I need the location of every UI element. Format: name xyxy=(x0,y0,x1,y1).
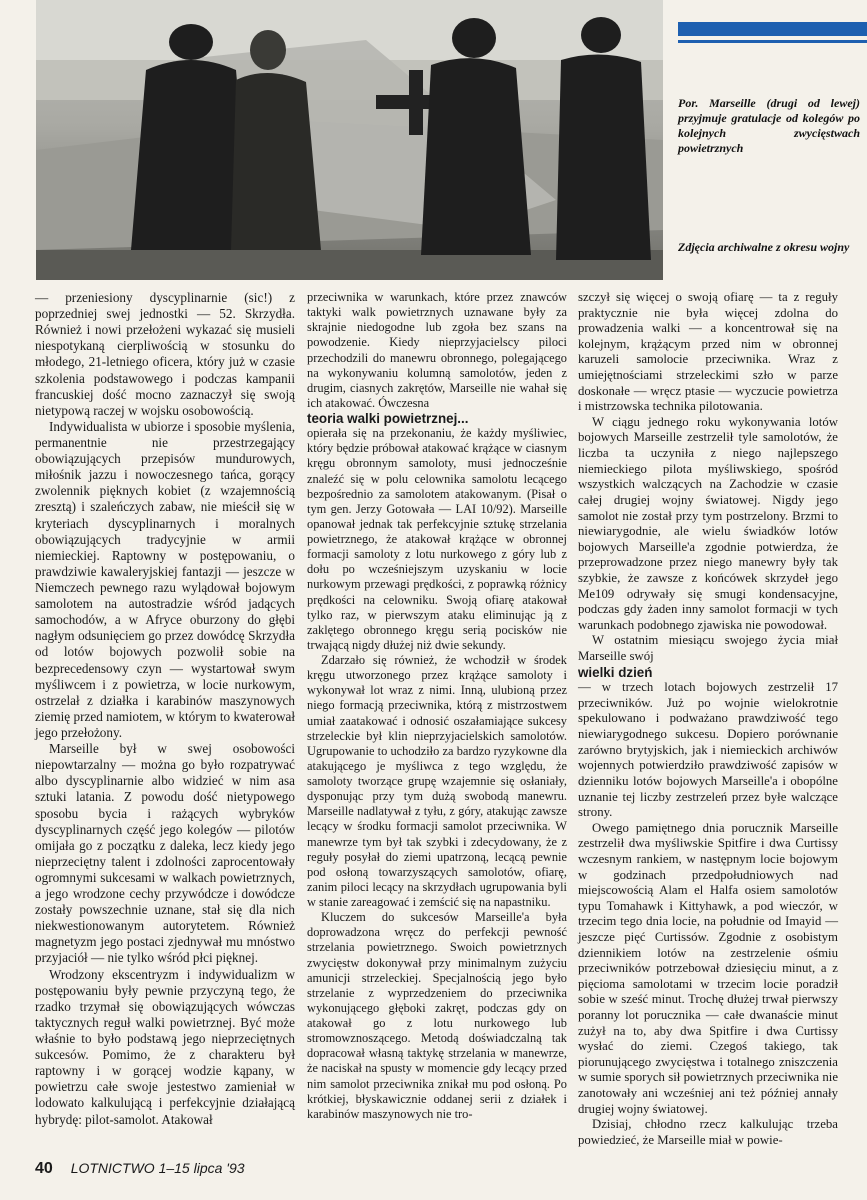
paragraph: W ciągu jednego roku wykonywania lotów bojowych Marseille zestrzelił tyle samolotów, że liczba ta uczyniła z niego najlepszego niemieckiego pilota myśliwskiego, spośród wszystkich walczących na Zachodzie w czasie całej drugiej wojny światowej. Nigdy jego samolot nie został przy tym postrzelony. Brzmi to niewiarygodnie, ale wielu świadków lotów bojowych Marseille'a zgodnie potwierdza, że przeprowadzone przez niego manewry były tak szybkie, że zawsze z końcówek skrzydeł jego Me109 odrywały się smugi kondensacyjne, podczas gdy żaden inny samolot formacji w tych warunkach podobnego zjawiska nie powodował. xyxy=(578,414,838,632)
paragraph: Wrodzony ekscentryzm i indywidualizm w postępowaniu były pewnie przyczyną tego, że rzadko trzymał się obowiązujących wówczas taktycznych reguł walki powietrznej. Być może właśnie to było podstawą jego nieprzeciętnych sukcesów. Pomimo, że z charakteru był raptowny i w gorącej wodzie kąpany, w powietrzu całe swoje jestestwo zamieniał w lodowato kalkulującą i perfekcyjnie działającą hybrydę: pilot-samolot. Atakował xyxy=(35,966,295,1127)
article-column-1 xyxy=(35,290,295,1128)
subheading: teoria walki powietrznej... xyxy=(307,411,469,426)
archival-photo xyxy=(36,0,663,280)
paragraph: W ostatnim miesiącu swojego życia miał Marseille swój xyxy=(578,633,838,664)
paragraph: Marseille był w swej osobowości niepowtarzalny — można go było rozpatrywać albo dyscyplinarnie albo widzieć w nim asa sztuki latania. Z powodu dość nietypowego sposobu bycia i rażących wybryków dyscyplinarnych część jego kolegów — pilotów omijała go z początku z daleka, lecz kiedy jego nieprzeciętny talent i zdolności zaprocentowały ogromnymi sukcesami w walkach powietrznych, a jego wrodzone cechy przywódcze i dowódcze zostały powszechnie uznane, stał się dla nich niekwestionowanym autorytetem. Również magnetyzm jego postaci zjednywał mu mnóstwo przyjaciół — nie tylko wśród płci pięknej. xyxy=(35,741,295,966)
paragraph: Zdarzało się również, że wchodził w środek kręgu utworzonego przez krążące samoloty i wykonywał lot wraz z nimi. Inną, ulubioną przez niego formacją przeciwnika, którą z mistrzostwem umiał zaatakować i odnosić oszałamiające sukcesy strzeleckie był klin nieprzyjacielskich samolotów. Ugrupowanie to uchodziło za bardzo ryzykowne dla atakującego je myśliwca z tego względu, że samoloty tworzące grupę wzajemnie się osłaniały, dysponując przy tym dużą swobodą manewru. Marseille nadlatywał z tyłu, z góry, atakując zawsze lecący w środku formacji samolot przeciwnika. W manewrze tym był tak szybki i zdecydowany, że z reguły posyłał do ziemi upatrzoną, lecącą pewnie pod osłoną towarzyszących samolotów, ofiarę, zanim piloci lecący na skrzydłach ugrupowania byli w stanie zareagować i zemścić się na napastniku. xyxy=(307,653,567,909)
photo-caption: Por. Marseille (drugi od lewej) przyjmuje gratulacje od kolegów po kolejnych zwycięstwach powietrznych xyxy=(678,96,860,155)
article-column-2 xyxy=(307,290,567,1122)
subheading: wielki dzień xyxy=(578,664,653,680)
paragraph: Kluczem do sukcesów Marseille'a była doprowadzona wręcz do perfekcji pewność strzelania powietrznego. Swoich powietrznych zwycięstw dokonywał przy minimalnym zużyciu amunicji strzeleckiej. Specjalnością jego było strzelanie z wyprzedzeniem do przeciwnika wykonującego głęboki zakręt, podczas gdy on atakował go z lotu nurkowego lub stromowznoszącego. Metodą doświadczalną tak dopracował własną taktykę strzelania w manewrze, że naciskał na spusty w momencie gdy lecący przed nim samolot przeciwnika znikał mu pod osłoną. Po krótkiej, błyskawicznie oddanej serii z działek i karabinów maszynowych nie tro- xyxy=(307,910,567,1121)
paragraph: Dzisiaj, chłodno rzecz kalkulując trzeba powiedzieć, że Marseille miał w powie- xyxy=(578,1117,838,1147)
paragraph: Owego pamiętnego dnia porucznik Marseille zestrzelił dwa myśliwskie Spitfire i dwa Curtissy wczesnym rankiem, w następnym locie bojowym w godzinach przedpołudniowych nad miejscowością Alam el Halfa osiem samolotów typu Tomahawk i Kittyhawk, a pod wieczór, w trzecim tego dnia locie, na południe od Imayid — jeszcze pięć Curtissów. Zgodnie z osobistym dziennikiem lotów na zestrzelenie ośmiu przeciwników potrzebował dziesięciu minut, a z pięcioma samolotami w trzecim locie poradził sobie w sześć minut. Trochę dłużej trwał pierwszy poranny lot porucznika — całe dwanaście minut zużył na to, aby dwa Spitfire i dwa Curtissy wysłać do ziemi. Czegoś takiego, tak piorunującego zwycięstwa i totalnego zniszczenia w sumie sporych sił powietrznych przeciwnika nie zanotowały ani wcześniej ani też później annały drugiej wojny światowej. xyxy=(578,820,838,1116)
paragraph: szczył się więcej o swoją ofiarę — ta z reguły praktycznie nie była więcej zdolna do prowadzenia walki — a koncentrował się na kolejnym, krążącym przed nim w obronnej karuzeli samolocie przeciwnika. Wraz z umiejętnościami strzeleckimi szło w parze doskonałe — wręcz ptasie — wyczucie powietrza i mistrzowska technika pilotowania. xyxy=(578,290,838,414)
page-footer xyxy=(35,1160,245,1178)
paragraph: — w trzech lotach bojowych zestrzelił 17 przeciwników. Już po wojnie wielokrotnie spekulowano i podważano prawdziwość tego niewiarygodnego sukcesu. Dopiero porównanie zarówno brytyjskich, jak i niemieckich archiwów wojennych potwierdziło prawdziwość zapisów w dzienniku lotów bojowych Marseille'a i obopólne uznanie tej liczby zestrzeleń przez byłe walczące strony. xyxy=(578,680,838,820)
paragraph: opierała się na przekonaniu, że każdy myśliwiec, który będzie próbował atakować krążące w ciasnym kręgu obronnym samoloty, musi jednocześnie znaleźć się w polu celownika samolotu lecącego bezpośrednio za samolotem atakowanym. (Pisał o tym gen. Jerzy Gotowała — LAI 10/92). Marseille opanował jednak tak perfekcyjnie sztukę strzelania powietrznego, że atakował krążące w obronnej formacji samoloty z lotu nurkowego z góry lub z dołu po wcześniejszym uzyskaniu w locie nurkowym przewagi prędkości, z poprawką różnicy prędkości na celowniku. Swoją ofiarę atakował tylko raz, w pierwszym ataku eliminując ją z zaklętego obronnego kręgu serią pocisków nie trwającą nigdy dłużej niż dwie sekundy. xyxy=(307,426,567,652)
paragraph: Indywidualista w ubiorze i sposobie myślenia, permanentnie nie przestrzegający obowiązujących przepisów mundurowych, miłośnik jazzu i nowoczesnego tańca, gorący zwolennik pięknych kobiet (z wzajemnością zresztą) i szaleńczych zabaw, nie mieścił się w kryteriach dyscyplinarnych i moralnych obowiązujących tradycyjnie w armii niemieckiej. Raptowny w postępowaniu, o prawdziwie kawaleryjskiej fantazji — jeszcze w Niemczech pewnego razu wylądował bojowym samolotem na autostradzie wśród jadących samochodów, a w Afryce oburzony do głębi nagłym odsunięciem go przez dowódcę Skrzydła od lotów bojowych pozwolił sobie na bezprecedensowy czyn — wystartował swym myśliwcem i z powietrza, w locie nurkowym, ostrzelał z działka i karabinów maszynowych ziemię przed namiotem, w którym to kwaterował jego przełożony. xyxy=(35,418,295,740)
paragraph: przeciwnika w warunkach, które przez znawców taktyki walk powietrznych uznawane były za skrajnie niedogodne lub zgoła bez szans na powodzenie. Kiedy nieprzyjacielscy piloci przechodzili do manewru obronnego, polegającego na wykonywaniu kolumną samolotów, jeden z drugim, ciasnych zakrętów, Marseille nie wahał się ich atakować. Ówczesna xyxy=(307,290,567,410)
paragraph: — przeniesiony dyscyplinarnie (sic!) z poprzedniej swej jednostki — 52. Skrzydła. Również i nowi przełożeni wykazać się musieli niespotykaną cierpliwością w stosunku do młodego, 21-letniego oficera, który już w czasie szkolenia podstawowego i podczas kampanii francuskiej dość mocno zaznaczył się swoją nietypową raczej w wojsku osobowością. xyxy=(35,290,295,418)
accent-bar-thin xyxy=(678,40,867,43)
accent-bar xyxy=(678,22,867,36)
article-column-3 xyxy=(578,290,838,1149)
magazine-issue: LOTNICTWO 1–15 lipca '93 xyxy=(70,1160,245,1176)
photo-credit: Zdjęcia archiwalne z okresu wojny xyxy=(678,240,850,254)
page-number: 40 xyxy=(35,1160,53,1177)
photo-illustration xyxy=(36,0,663,280)
